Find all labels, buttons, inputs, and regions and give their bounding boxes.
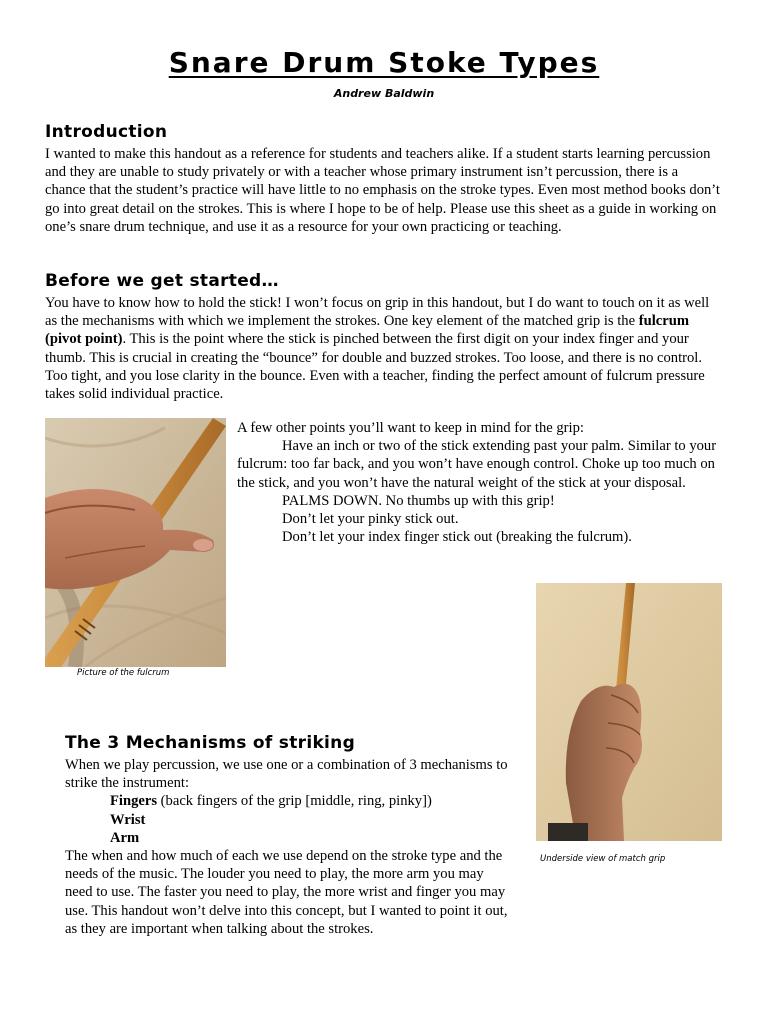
mechanism-fingers: Fingers (back fingers of the grip [middle, ring, pinky]) bbox=[110, 793, 432, 810]
underside-grip-photo bbox=[536, 583, 722, 841]
grip-point-index: Don’t let your index finger stick out (breaking the fulcrum). bbox=[282, 529, 632, 546]
grip-point-extension: Have an inch or two of the stick extending past your palm. Similar to your fulcrum: too far back, and you won’t have enough control. Choke up too much on the stick, and you won’t have the natural weight of the stick at your disposal. bbox=[237, 438, 717, 491]
fulcrum-caption: Picture of the fulcrum bbox=[77, 668, 170, 678]
before-paragraph: You have to know how to hold the stick! I won’t focus on grip in this handout, but I do want to touch on it as well as the mechanisms with which we implement the strokes. One key element of the matched grip is the fulcrum (pivot point). This is the point where the stick is pinched between the first digit on your index finger and your thumb. This is crucial in creating the “bounce” for double and buzzed strokes. Too loose, and there is no control. Too tight, and you lose clarity in the bounce. Even with a teacher, finding the perfect amount of fulcrum pressure takes solid individual practice. bbox=[45, 295, 710, 403]
before-heading: Before we get started… bbox=[45, 271, 279, 291]
grip-point-palms: PALMS DOWN. No thumbs up with this grip! bbox=[282, 492, 555, 509]
mechanisms-heading: The 3 Mechanisms of striking bbox=[65, 733, 356, 753]
mechanisms-intro: When we play percussion, we use one or a combination of 3 mechanisms to strike the instrument: bbox=[65, 757, 508, 792]
fulcrum-term: fulcrum (pivot point) bbox=[45, 313, 689, 348]
mechanism-wrist: Wrist bbox=[110, 811, 146, 828]
grip-points bbox=[237, 419, 722, 546]
mechanism-arm: Arm bbox=[110, 829, 140, 846]
fulcrum-photo bbox=[45, 418, 226, 667]
intro-paragraph: I wanted to make this handout as a reference for students and teachers alike. If a student starts learning percussion and they are unable to study privately or with a teacher whose primary instrument isn’t percussion, there is a chance that the student’s practice will have little to no emphasis on the stroke types. Even most method books don’t go into great detail on the strokes. This is where I hope to be of help. Please use this sheet as a guide in working on one’s snare drum technique, and use it as a resource for your own practicing or teaching. bbox=[45, 146, 720, 235]
grip-points-intro: A few other points you’ll want to keep in mind for the grip: bbox=[237, 420, 584, 436]
grip-point-pinky: Don’t let your pinky stick out. bbox=[282, 511, 459, 528]
mechanisms-body: The when and how much of each we use depend on the stroke type and the needs of the music. The louder you need to play, the more arm you may need to use. The faster you need to play, the more wrist and finger you may use. This handout won’t delve into this concept, but I wanted to point it out, as they are important when talking about the strokes. bbox=[65, 848, 508, 937]
underside-caption: Underside view of match grip bbox=[540, 854, 666, 864]
document-title: Snare Drum Stoke Types bbox=[168, 46, 600, 79]
mechanisms-text bbox=[65, 756, 513, 938]
intro-heading: Introduction bbox=[45, 122, 168, 142]
author-name: Andrew Baldwin bbox=[333, 87, 435, 100]
